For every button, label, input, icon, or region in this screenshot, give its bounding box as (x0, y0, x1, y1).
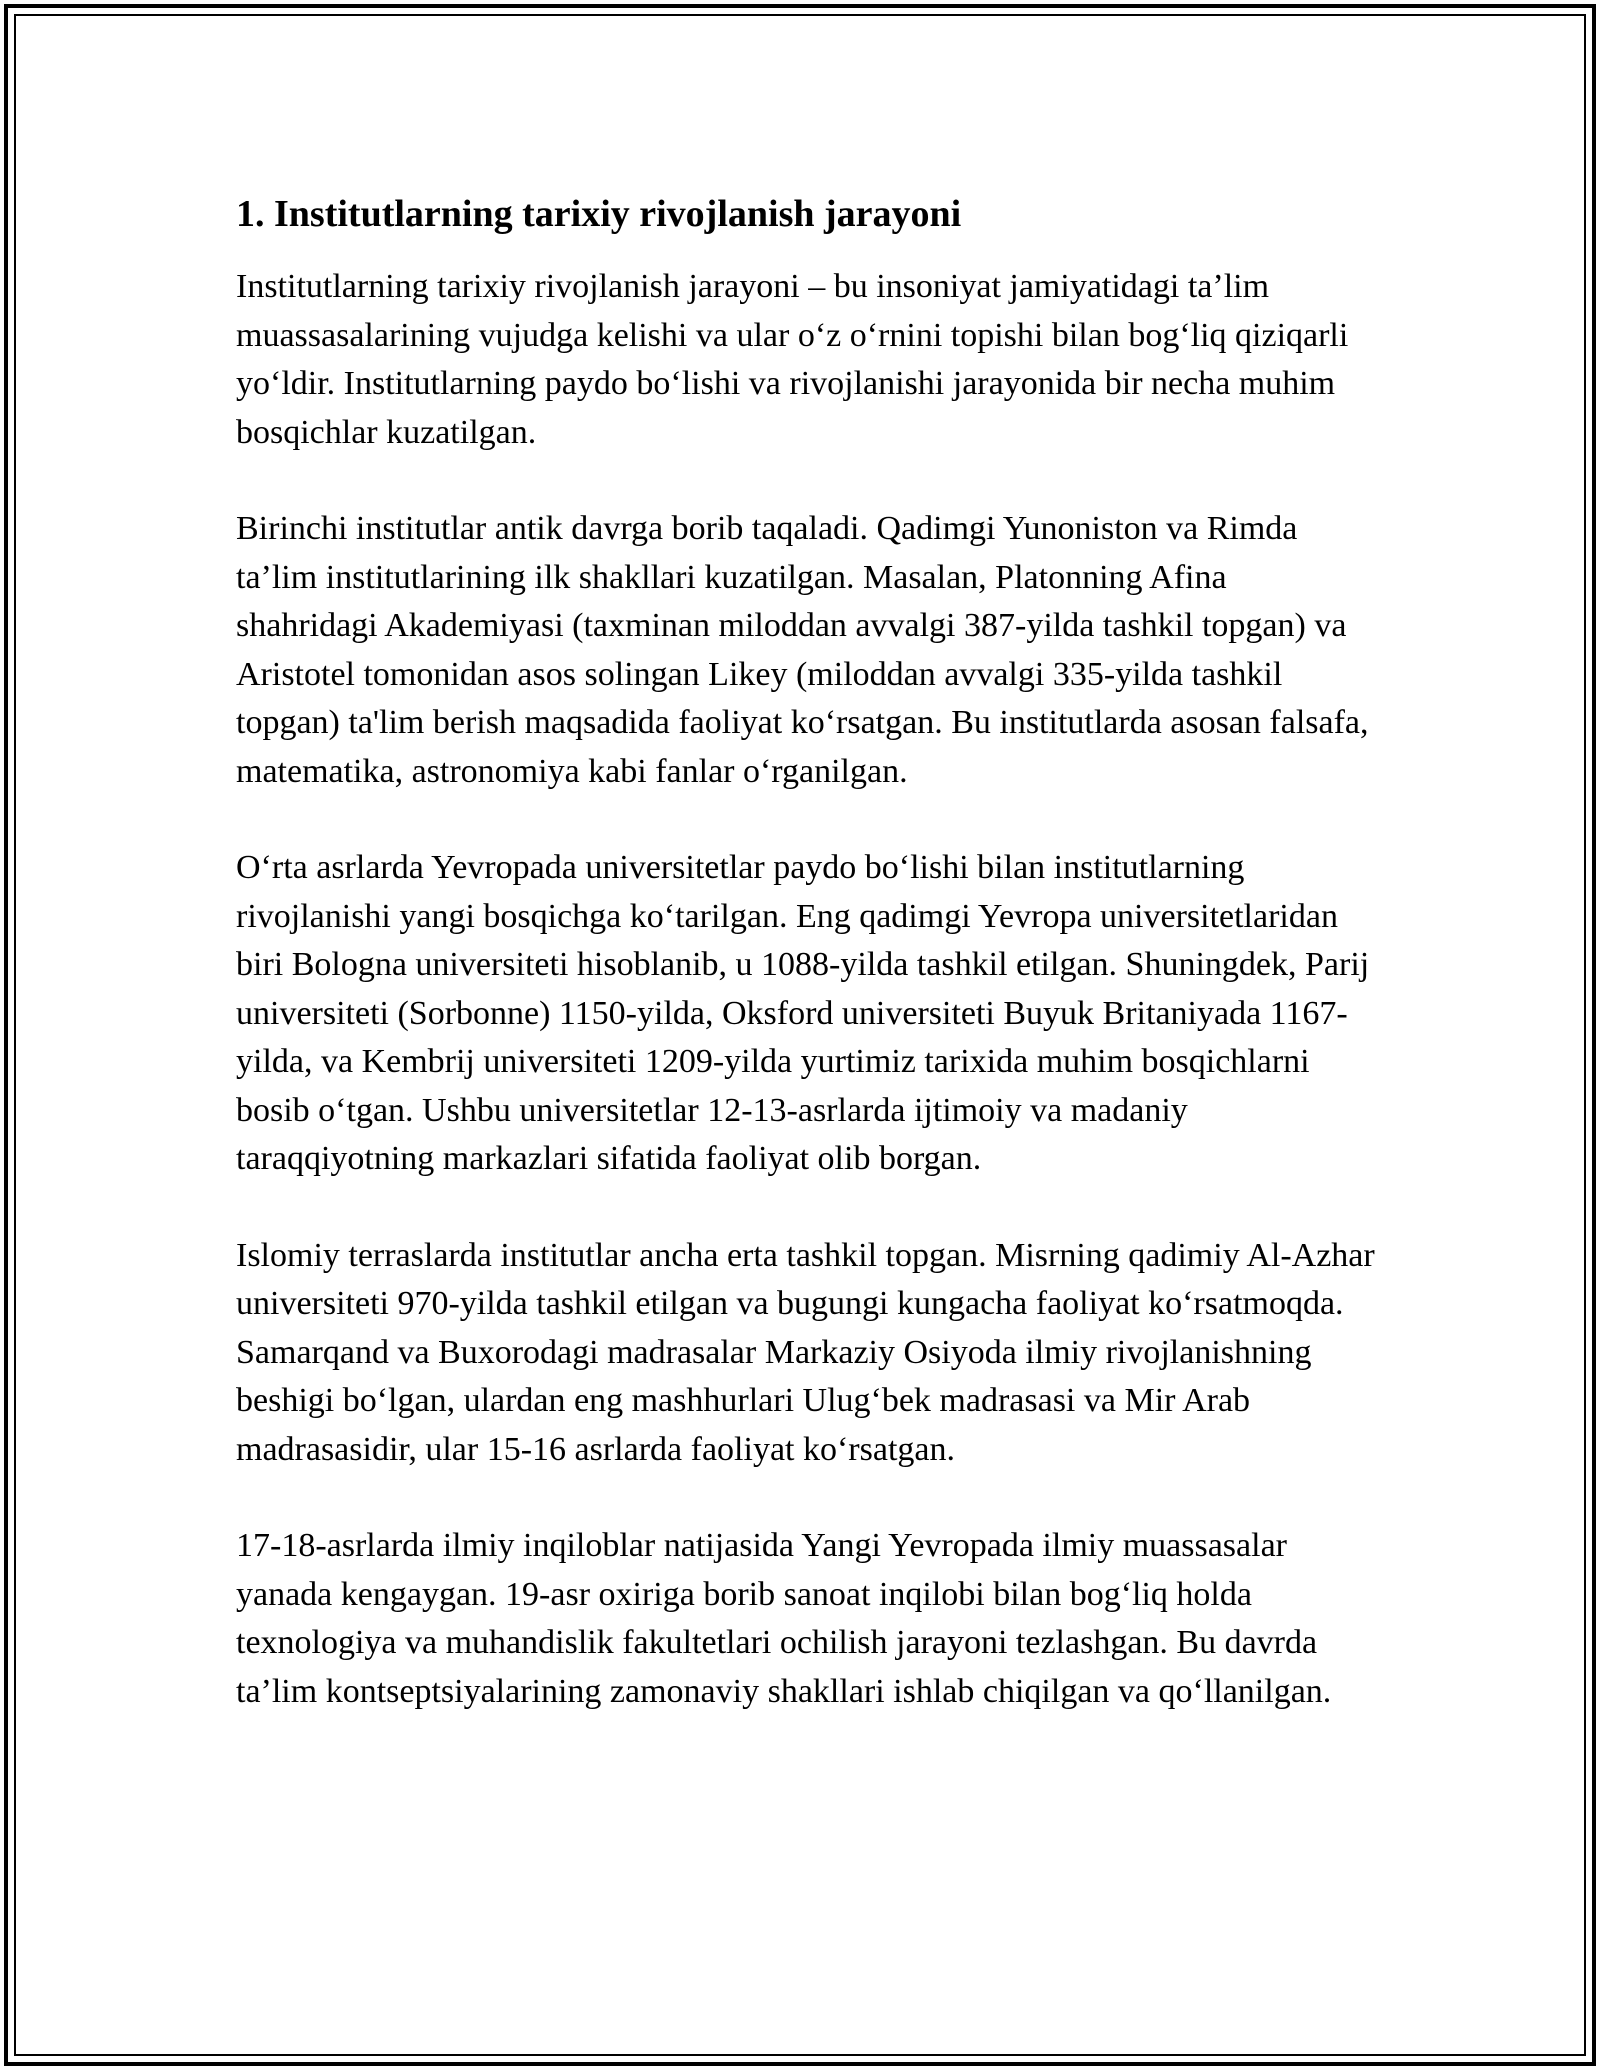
paragraph-intro: Institutlarning tarixiy rivojlanish jarayoni – bu insoniyat jamiyatidagi ta’lim muassasalarining vujudga kelishi va ular o‘z o‘rnini topishi bilan bog‘liq qiziqarli yo‘ldir. Institutlarning paydo bo‘lishi va rivojlanishi jarayonida bir necha muhim bosqichlar kuzatilgan. (236, 268, 1349, 451)
paragraph-modern-era: 17-18-asrlarda ilmiy inqiloblar natijasida Yangi Yevropada ilmiy muassasalar yanada kengaygan. 19-asr oxiriga borib sanoat inqilobi bilan bog‘liq holda texnologiya va muhandislik fakultetlari ochilish jarayoni tezlashgan. Bu davrda ta’lim kontseptsiyalarining zamonaviy shakllari ishlab chiqilgan va qo‘llanilgan. (236, 1527, 1332, 1710)
document-body (236, 186, 1376, 1764)
paragraph-middle-ages: O‘rta asrlarda Yevropada universitetlar paydo bo‘lishi bilan institutlarning rivojlanishi yangi bosqichga ko‘tarilgan. Eng qadimgi Yevropa universitetlaridan biri Bologna universiteti hisoblanib, u 1088-yilda tashkil etilgan. Shuningdek, Parij universiteti (Sorbonne) 1150-yilda, Oksford universiteti Buyuk Britaniyada 1167-yilda, va Kembrij universiteti 1209-yilda yurtimiz tarixida muhim bosqichlarni bosib o‘tgan. Ushbu universitetlar 12-13-asrlarda ijtimoiy va madaniy taraqqiyotning markazlari sifatida faoliyat olib borgan. (236, 849, 1370, 1177)
section-title: 1. Institutlarning tarixiy rivojlanish jarayoni (236, 193, 962, 235)
paragraph-antiquity: Birinchi institutlar antik davrga borib taqaladi. Qadimgi Yunoniston va Rimda ta’lim institutlarining ilk shakllari kuzatilgan. Masalan, Platonning Afina shahridagi Akademiyasi (taxminan miloddan avvalgi 387-yilda tashkil topgan) va Aristotel tomonidan asos solingan Likey (miloddan avvalgi 335-yilda tashkil topgan) ta'lim berish maqsadida faoliyat ko‘rsatgan. Bu institutlarda asosan falsafa, matematika, astronomiya kabi fanlar o‘rganilgan. (236, 510, 1369, 790)
paragraph-islamic-world: Islomiy terraslarda institutlar ancha erta tashkil topgan. Misrning qadimiy Al-Azhar universiteti 970-yilda tashkil etilgan va bugungi kungacha faoliyat ko‘rsatmoqda. Samarqand va Buxorodagi madrasalar Markaziy Osiyoda ilmiy rivojlanishning beshigi bo‘lgan, ulardan eng mashhurlari Ulug‘bek madrasasi va Mir Arab madrasasidir, ular 15-16 asrlarda faoliyat ko‘rsatgan. (236, 1236, 1375, 1468)
